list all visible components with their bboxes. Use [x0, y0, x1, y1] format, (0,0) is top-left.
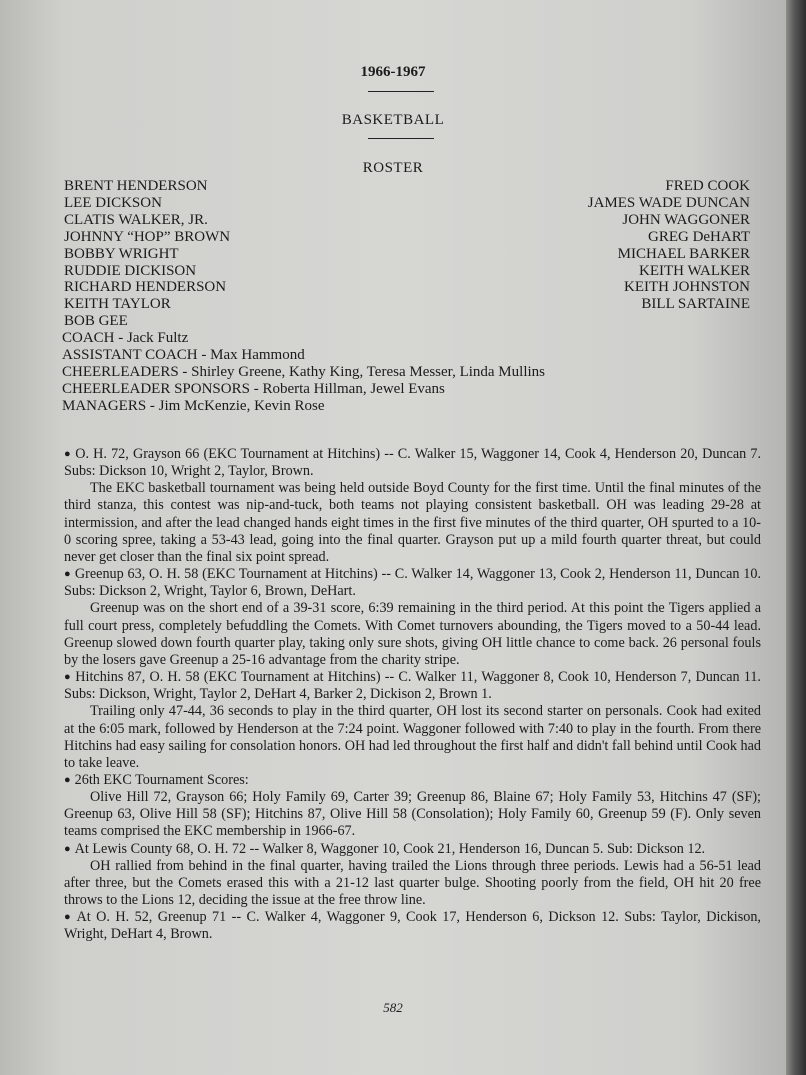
roster-name: BRENT HENDERSON [64, 178, 208, 194]
bullet-icon: ● [64, 448, 72, 460]
roster-name: LEE DICKSON [64, 194, 162, 211]
staff-line: CHEERLEADER SPONSORS - Roberta Hillman, Jewel Evans [62, 381, 445, 397]
entry-text: Greenup was on the short end of a 39-31 score, 6:39 remaining in the third period. At this point the Tigers applied a full court press, completely befuddling the Comets. With Comet turnovers abounding, the Tigers moved to a 50-44 lead. Greenup slowed down fourth quarter play, taking only sure shots, giving OH little chance to come back. 26 personal fouls by the losers gave Greenup a 25-16 advantage from the charity stripe. [64, 600, 761, 668]
roster-name: KEITH JOHNSTON [624, 279, 750, 296]
entry-text: Hitchins 87, O. H. 58 (EKC Tournament at Hitchins) -- C. Walker 11, Waggoner 8, Cook 10, Henderson 7, Duncan 11. Subs: Dickson, Wright, Taylor 2, DeHart 4, Barker 2, Dickison 2, Brown 1. [64, 669, 761, 703]
entry-text: 26th EKC Tournament Scores: [74, 771, 249, 788]
staff-line: COACH - Jack Fultz [62, 330, 189, 346]
bullet-icon: ● [64, 671, 72, 684]
bullet-icon: ● [64, 568, 71, 581]
roster-name: FRED COOK [665, 178, 750, 194]
roster-name: BILL SARTAINE [641, 296, 750, 313]
heading-rule [368, 91, 434, 92]
game-entry [64, 841, 761, 858]
staff-list [62, 330, 545, 415]
roster-name: JOHNNY “HOP” BROWN [64, 228, 231, 245]
roster-name: BOBBY WRIGHT [64, 245, 179, 262]
game-summary [64, 703, 761, 772]
bullet-icon: ● [64, 773, 71, 786]
season-heading: 1966-1967 [360, 64, 426, 80]
game-entry [64, 772, 761, 789]
game-summary [64, 600, 761, 669]
game-reports [64, 446, 761, 944]
roster-name: CLATIS WALKER, JR. [64, 211, 208, 228]
staff-line: ASSISTANT COACH - Max Hammond [62, 347, 305, 363]
roster-name: BOB GEE [64, 313, 128, 330]
roster-name: JAMES WADE DUNCAN [587, 194, 750, 211]
staff-line: CHEERLEADERS - Shirley Greene, Kathy King, Teresa Messer, Linda Mullins [62, 364, 545, 380]
entry-text: At Lewis County 68, O. H. 72 -- Walker 8, Waggoner 10, Cook 21, Henderson 16, Duncan 5. Sub: Dickson 12. [74, 840, 706, 857]
section-rule [368, 138, 434, 139]
section-heading: BASKETBALL [341, 112, 445, 128]
game-summary [64, 858, 761, 909]
entry-text: The EKC basketball tournament was being held outside Boyd County for the first time. Until the final minutes of the third stanza, this contest was nip-and-tuck, both teams not playing consistent basketball. OH was leading 29-28 at intermission, and after the lead changed hands eight times in the first five minutes of the third quarter, OH spurted to a 10-0 scoring spree, taking a 53-43 lead, going into the final quarter. Grayson put up a mild fourth quarter threat, but could never get closer than the final six point spread. [64, 480, 761, 565]
game-summary [64, 789, 761, 840]
roster-left-column [64, 178, 230, 330]
roster-name: RUDDIE DICKISON [64, 262, 197, 279]
roster-name: GREG DeHART [647, 228, 750, 245]
entry-text: Trailing only 47-44, 36 seconds to play in the third quarter, OH lost its second starter on personals. Cook had exited at the 6:05 mark, followed by Henderson at the 7:24 point. Waggoner followed with 7:40 to play in the fourth. From there Hitchins had easy sailing for consolation honors. OH had led throughout the first half and didn't fall behind until Cook had to take leave. [64, 703, 761, 771]
roster-heading: ROSTER [362, 160, 424, 176]
entry-text: At O. H. 52, Greenup 71 -- C. Walker 4, Waggoner 9, Cook 17, Henderson 6, Dickson 12. Subs: Taylor, Dickison, Wright, DeHart 4, Brown. [64, 909, 761, 943]
roster-name: KEITH TAYLOR [64, 296, 171, 313]
game-summary [64, 480, 761, 566]
page-edge-shadow [786, 0, 806, 1075]
entry-text: Greenup 63, O. H. 58 (EKC Tournament at Hitchins) -- C. Walker 14, Waggoner 13, Cook 2, Henderson 11, Duncan 10. Subs: Dickson 2, Wright, Taylor 6, Brown, DeHart. [64, 566, 761, 600]
game-entry [64, 669, 761, 703]
game-entry [64, 566, 761, 600]
bullet-icon: ● [64, 911, 73, 924]
roster-name: RICHARD HENDERSON [64, 279, 227, 296]
roster-name: MICHAEL BARKER [617, 245, 750, 262]
roster-name: JOHN WAGGONER [622, 211, 750, 228]
entry-text: O. H. 72, Grayson 66 (EKC Tournament at Hitchins) -- C. Walker 15, Waggoner 14, Cook 4, Henderson 20, Duncan 7. Subs: Dickson 10, Wright 2, Taylor, Brown. [64, 446, 761, 480]
entry-text: Olive Hill 72, Grayson 66; Holy Family 69, Carter 39; Greenup 86, Blaine 67; Holy Family 53, Hitchins 47 (SF); Greenup 63, Olive Hill 58 (SF); Hitchins 87, Olive Hill 58 (Consolation); Holy Family 60, Greenup 59 (F). Only seven teams comprised the EKC membership in 1966-67. [64, 789, 761, 840]
roster-name: KEITH WALKER [639, 262, 750, 279]
entry-text: OH rallied from behind in the final quarter, having trailed the Lions through three periods. Lewis had a 56-51 lead after three, but the Comets erased this with a 21-12 last quarter bulge. Shooting poorly from the field, OH hit 20 free throws to the Lions 12, deciding the issue at the free throw line. [64, 857, 761, 909]
bullet-icon: ● [64, 842, 71, 855]
staff-line: MANAGERS - Jim McKenzie, Kevin Rose [62, 398, 325, 414]
game-entry [64, 909, 761, 943]
game-entry [64, 446, 761, 480]
page-number: 582 [383, 1000, 403, 1015]
roster-right-column [588, 178, 750, 313]
